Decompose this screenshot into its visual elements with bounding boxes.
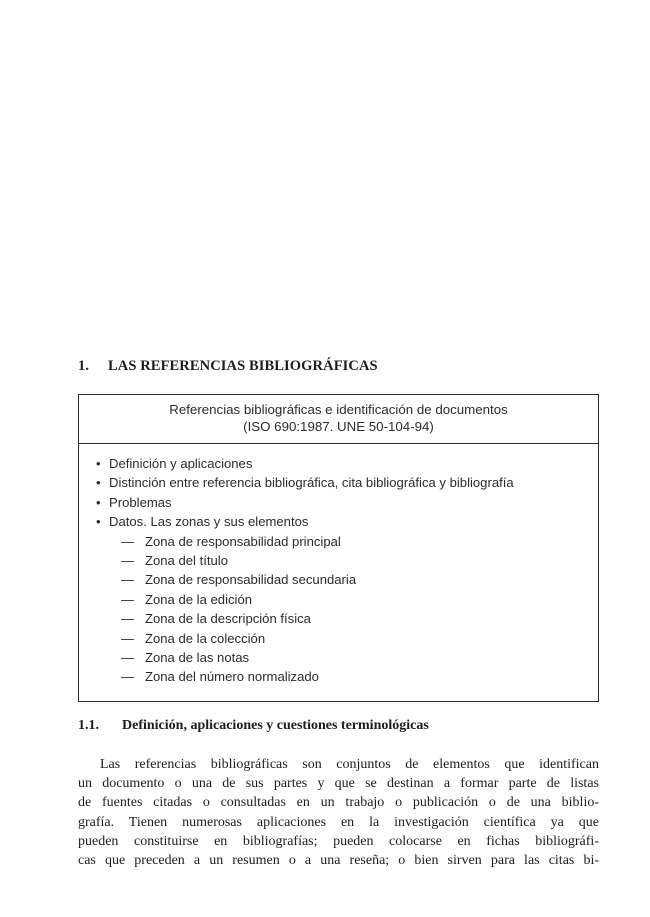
bullet-icon: • bbox=[96, 456, 101, 471]
list-item bbox=[96, 454, 586, 473]
list-subitem-label: Zona de responsabilidad secundaria bbox=[145, 572, 357, 588]
paragraph-line: un documento o una de sus partes y que se destinan a formar parte de listas bbox=[78, 776, 599, 792]
dash-icon: — bbox=[121, 591, 135, 607]
summary-box bbox=[78, 394, 599, 702]
bullet-icon: • bbox=[96, 494, 101, 510]
box-title: Referencias bibliográficas e identificación de documentos bbox=[169, 402, 508, 417]
section-number: 1. bbox=[78, 358, 90, 374]
dash-icon: — bbox=[121, 572, 135, 588]
subsection-title: Definición, aplicaciones y cuestiones terminológicas bbox=[122, 717, 429, 733]
list-subitem bbox=[121, 648, 586, 667]
subsection-heading bbox=[78, 717, 599, 734]
summary-box-header bbox=[79, 395, 598, 444]
list-subitem-label: Zona de la colección bbox=[145, 630, 266, 646]
dash-icon: — bbox=[121, 650, 135, 666]
bullet-icon: • bbox=[96, 514, 101, 530]
list-subitem-label: Zona de responsabilidad principal bbox=[145, 533, 341, 549]
list-subitem-label: Zona de las notas bbox=[145, 650, 250, 666]
list-subitem bbox=[121, 609, 586, 628]
list-item-label: Definición y aplicaciones bbox=[109, 456, 253, 471]
list-item bbox=[96, 473, 586, 492]
dash-icon: — bbox=[121, 533, 135, 549]
section-heading bbox=[78, 358, 599, 375]
list-subitem bbox=[121, 667, 586, 686]
list-subitem-label: Zona del número normalizado bbox=[145, 669, 319, 685]
list-subitem-label: Zona del título bbox=[145, 553, 228, 569]
page-content bbox=[78, 358, 599, 871]
paragraph-line: de fuentes citadas o consultadas en un trabajo o publicación o de una biblio- bbox=[78, 795, 599, 811]
paragraph-line: Las referencias bibliográficas son conjuntos de elementos que identifican bbox=[100, 756, 599, 772]
list-subitem bbox=[121, 590, 586, 609]
list-subitem bbox=[121, 532, 586, 551]
summary-box-list bbox=[79, 444, 598, 701]
body-paragraph bbox=[78, 755, 599, 871]
bullet-icon: • bbox=[96, 475, 101, 491]
dash-icon: — bbox=[121, 611, 135, 627]
dash-icon: — bbox=[121, 669, 135, 685]
list-item bbox=[96, 512, 586, 531]
list-item-label: Datos. Las zonas y sus elementos bbox=[109, 514, 309, 530]
list-item-label: Distinción entre referencia bibliográfica, cita bibliográfica y bibliografía bbox=[109, 475, 514, 491]
list-subitem bbox=[121, 629, 586, 648]
section-title: LAS REFERENCIAS BIBLIOGRÁFICAS bbox=[108, 358, 378, 374]
paragraph-line: grafía. Tienen numerosas aplicaciones en la investigación científica ya que bbox=[78, 814, 599, 830]
dash-icon: — bbox=[121, 553, 135, 569]
paragraph-line: cas que preceden a un resumen o a una reseña; o bien sirven para las citas bi- bbox=[78, 853, 599, 869]
list-subitem-label: Zona de la edición bbox=[145, 591, 253, 607]
list-subitem-label: Zona de la descripción física bbox=[145, 611, 311, 627]
paragraph-line: pueden constituirse en bibliografías; pueden colocarse en fichas bibliográfi- bbox=[78, 834, 599, 850]
dash-icon: — bbox=[121, 630, 135, 646]
list-item-label: Problemas bbox=[109, 494, 172, 510]
list-item bbox=[96, 493, 586, 512]
list-subitem bbox=[121, 551, 586, 570]
list-subitem bbox=[121, 570, 586, 589]
box-subtitle: (ISO 690:1987. UNE 50-104-94) bbox=[243, 418, 434, 434]
subsection-number: 1.1. bbox=[78, 717, 99, 733]
